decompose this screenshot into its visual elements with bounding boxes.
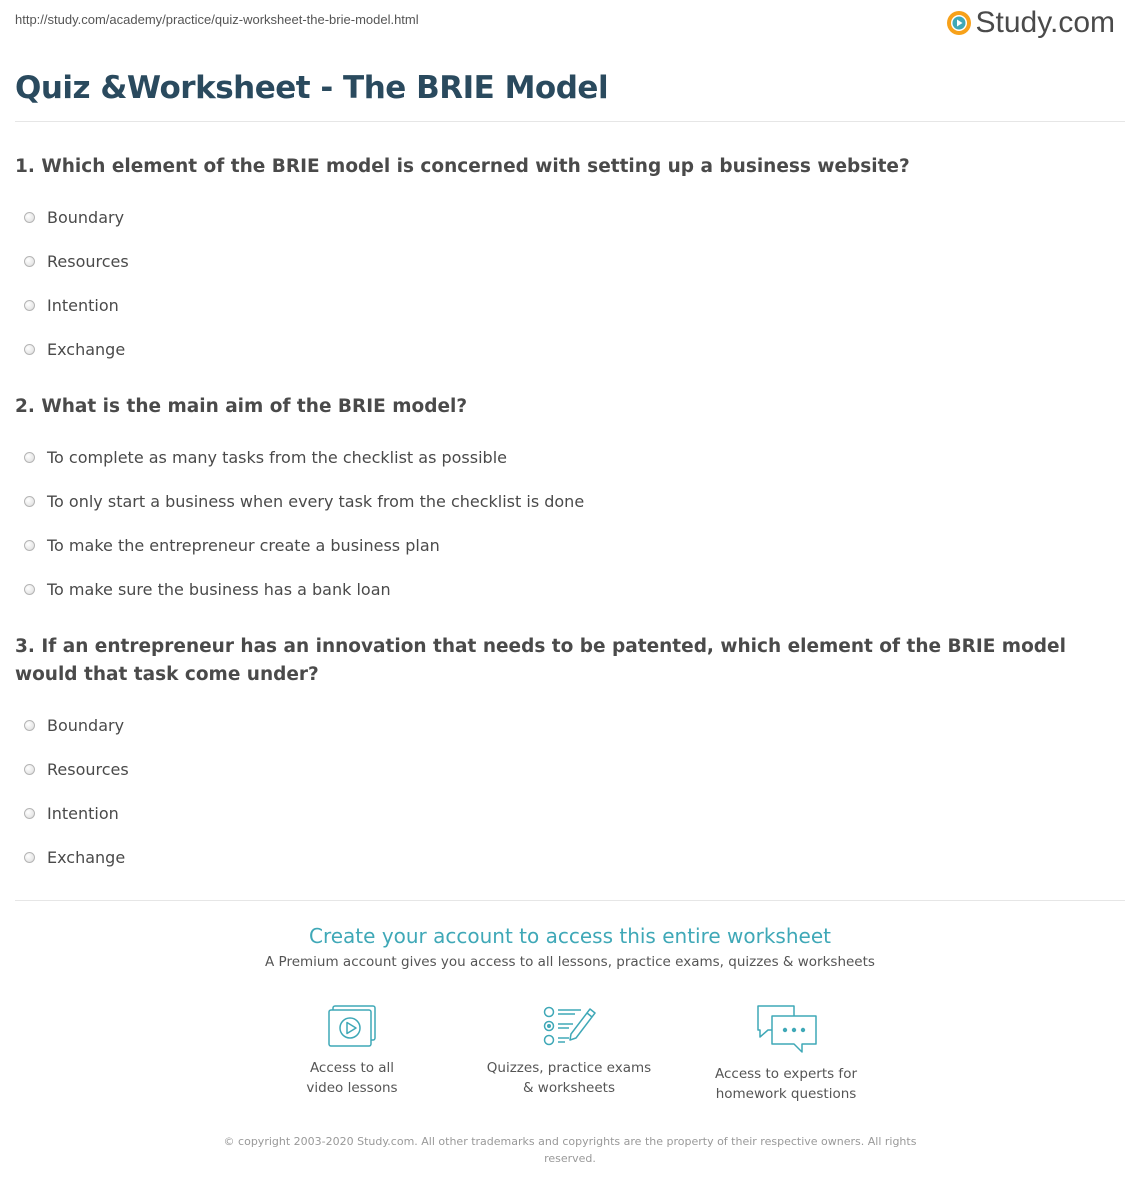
radio-button[interactable] [24, 256, 35, 267]
feature-quizzes [469, 1004, 669, 1098]
answer-label: Exchange [47, 847, 126, 867]
cta-subtitle: A Premium account gives you access to all lessons, practice exams, quizzes & worksheets [265, 954, 875, 970]
radio-button[interactable] [24, 540, 35, 551]
answer-option[interactable] [15, 703, 1125, 747]
feature-label: Access to all video lessons [306, 1060, 398, 1096]
answer-option[interactable] [15, 479, 1125, 523]
play-circle-icon [946, 10, 972, 36]
answer-label: Resources [47, 759, 129, 779]
answer-label: Resources [47, 251, 129, 271]
copyright-footer: © copyright 2003-2020 Study.com. All other trademarks and copyrights are the property of their respective owners. All rights reserved. [223, 1135, 917, 1165]
divider [15, 900, 1125, 901]
answer-option[interactable] [15, 195, 1125, 239]
answer-option[interactable] [15, 791, 1125, 835]
answer-option[interactable] [15, 835, 1125, 879]
answer-options [15, 195, 1125, 371]
answer-label: Boundary [47, 207, 125, 227]
answer-option[interactable] [15, 567, 1125, 611]
feature-experts [686, 1004, 886, 1104]
page-url: http://study.com/academy/practice/quiz-worksheet-the-brie-model.html [15, 12, 419, 27]
answer-option[interactable] [15, 747, 1125, 791]
answer-options [15, 703, 1125, 879]
question-text: 1. Which element of the BRIE model is concerned with setting up a business website? [15, 156, 910, 177]
answer-label: To make sure the business has a bank loan [47, 579, 391, 599]
radio-button[interactable] [24, 300, 35, 311]
question-3 [15, 633, 1125, 879]
answer-label: To complete as many tasks from the checklist as possible [47, 447, 507, 467]
answer-label: To only start a business when every task from the checklist is done [47, 491, 585, 511]
answer-label: To make the entrepreneur create a business plan [47, 535, 440, 555]
radio-button[interactable] [24, 452, 35, 463]
radio-button[interactable] [24, 212, 35, 223]
study-logo[interactable] [946, 6, 1116, 40]
answer-label: Boundary [47, 715, 125, 735]
answer-label: Exchange [47, 339, 126, 359]
feature-video-lessons [252, 1004, 452, 1098]
radio-button[interactable] [24, 852, 35, 863]
top-bar [0, 0, 1140, 60]
quiz-checklist-icon [541, 1004, 597, 1048]
radio-button[interactable] [24, 720, 35, 731]
answer-option[interactable] [15, 283, 1125, 327]
answer-option[interactable] [15, 327, 1125, 371]
radio-button[interactable] [24, 344, 35, 355]
page-title: Quiz &Worksheet - The BRIE Model [15, 70, 609, 106]
logo-text: Study.com [975, 6, 1115, 39]
video-lessons-icon [326, 1004, 378, 1048]
radio-button[interactable] [24, 496, 35, 507]
radio-button[interactable] [24, 764, 35, 775]
radio-button[interactable] [24, 808, 35, 819]
question-text: 3. If an entrepreneur has an innovation that needs to be patented, which element of the BRIE model would that task come under? [15, 636, 1066, 685]
signup-cta-link[interactable]: Create your account to access this entire worksheet [309, 924, 831, 948]
question-1 [15, 153, 1125, 371]
question-2 [15, 393, 1125, 611]
divider [15, 121, 1125, 122]
answer-option[interactable] [15, 239, 1125, 283]
answer-option[interactable] [15, 523, 1125, 567]
answer-label: Intention [47, 803, 119, 823]
radio-button[interactable] [24, 584, 35, 595]
chat-bubbles-icon [754, 1004, 818, 1054]
feature-label: Quizzes, practice exams & worksheets [486, 1060, 652, 1096]
feature-label: Access to experts for homework questions [714, 1066, 857, 1102]
answer-label: Intention [47, 295, 119, 315]
answer-options [15, 435, 1125, 611]
question-text: 2. What is the main aim of the BRIE model? [15, 396, 468, 417]
answer-option[interactable] [15, 435, 1125, 479]
